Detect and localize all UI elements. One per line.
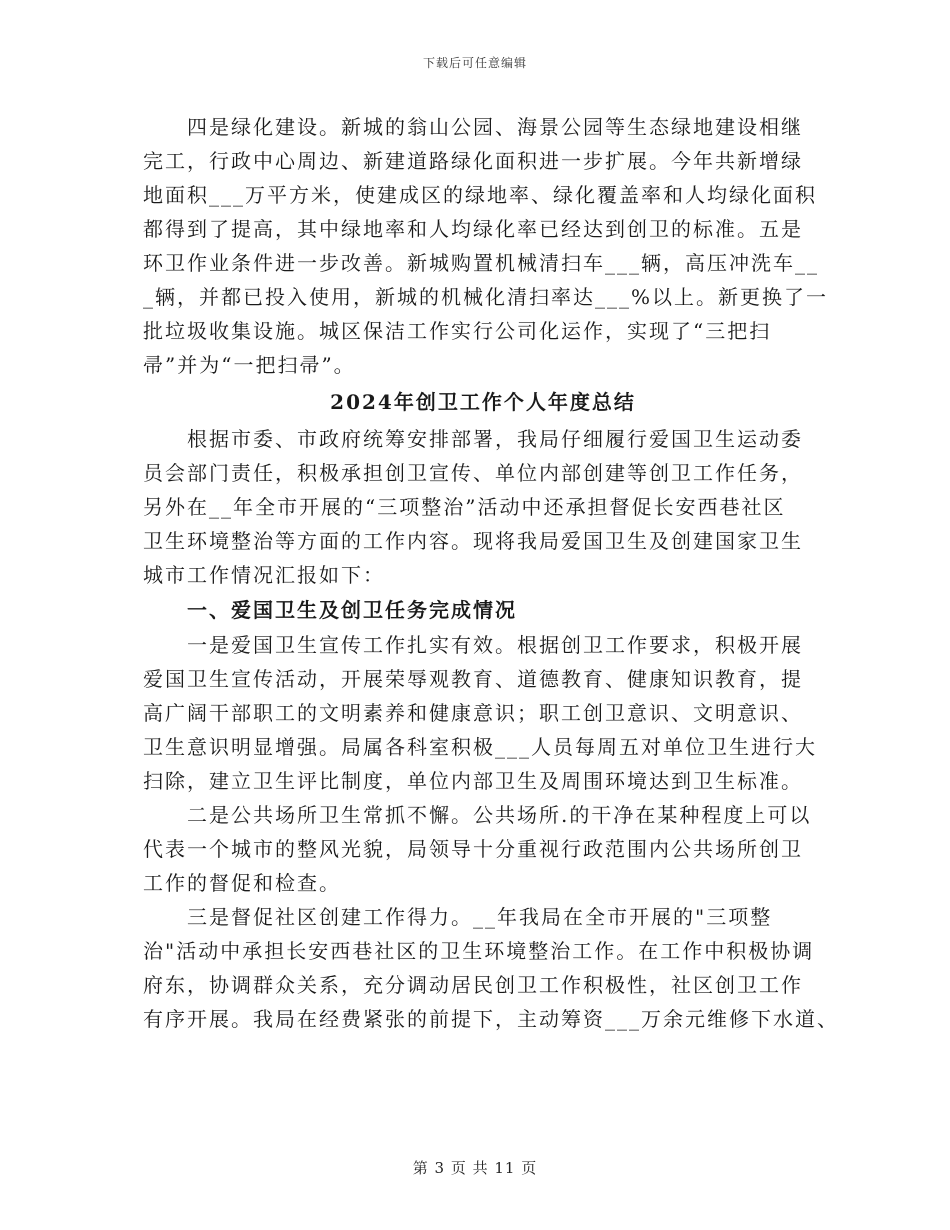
text-line: 另外在__年全市开展的“三项整治”活动中还承担督促长安西巷社区: [143, 495, 786, 519]
text-line: 卫生环境整治等方面的工作内容。现将我局爱国卫生及创建国家卫生: [143, 529, 803, 553]
text-line: 一是爱国卫生宣传工作扎实有效。根据创卫工作要求，积极开展: [187, 633, 803, 657]
paragraph-greening: [143, 110, 829, 382]
text-line: _辆，并都已投入使用，新城的机械化清扫率达___%以上。新更换了一: [143, 285, 829, 309]
page-number: 第 3 页 共 11 页: [412, 1159, 538, 1177]
text-line: 三是督促社区创建工作得力。__年我局在全市开展的"三项整: [187, 905, 773, 929]
text-line: 批垃圾收集设施。城区保洁工作实行公司化运作，实现了“三把扫: [143, 319, 772, 343]
text-line: 有序开展。我局在经费紧张的前提下，主动筹资___万余元维修下水道、: [143, 1007, 839, 1031]
document-title: 2024年创卫工作个人年度总结: [330, 390, 636, 414]
text-line: 城市工作情况汇报如下：: [143, 563, 385, 587]
text-line: 爱国卫生宣传活动，开展荣辱观教育、道德教育、健康知识教育，提: [143, 667, 803, 691]
text-line: 府东，协调群众关系，充分调动居民创卫工作积极性，社区创卫工作: [143, 973, 803, 997]
document-body: [143, 110, 839, 1036]
paragraph-community: [143, 900, 839, 1036]
text-line: 高广阔干部职工的文明素养和健康意识；职工创卫意识、文明意识、: [143, 701, 803, 725]
text-line: 帚”并为“一把扫帚”。: [143, 353, 356, 377]
page-header: 下载后可任意编辑: [422, 56, 527, 70]
text-line: 根据市委、市政府统筹安排部署，我局仔细履行爱国卫生运动委: [187, 427, 803, 451]
text-line: 代表一个城市的整风光貌，局领导十分重视行政范围内公共场所创卫: [143, 837, 803, 861]
text-line: 四是绿化建设。新城的翁山公园、海景公园等生态绿地建设相继: [187, 115, 803, 139]
paragraph-propaganda: [143, 628, 823, 798]
text-line: 卫生意识明显增强。局属各科室积极___人员每周五对单位卫生进行大: [143, 735, 817, 759]
text-line: 完工，行政中心周边、新建道路绿化面积进一步扩展。今年共新增绿: [143, 149, 803, 173]
text-line: 环卫作业条件进一步改善。新城购置机械清扫车___辆，高压冲洗车__: [143, 251, 819, 275]
paragraph-intro: [143, 422, 823, 592]
section-heading: 一、爱国卫生及创卫任务完成情况: [187, 598, 517, 622]
text-line: 员会部门责任，积极承担创卫宣传、单位内部创建等创卫工作任务，: [143, 461, 803, 485]
text-line: 扫除，建立卫生评比制度，单位内部卫生及周围环境达到卫生标准。: [143, 769, 803, 793]
text-line: 都得到了提高，其中绿地率和人均绿化率已经达到创卫的标准。五是: [143, 217, 803, 241]
text-line: 地面积___万平方米，使建成区的绿地率、绿化覆盖率和人均绿化面积: [143, 183, 817, 207]
text-line: 二是公共场所卫生常抓不懈。公共场所.的干净在某种程度上可以: [187, 803, 812, 827]
paragraph-public-places: [143, 798, 823, 900]
text-line: 治"活动中承担长安西巷社区的卫生环境整治工作。在工作中积极协调: [143, 939, 815, 963]
text-line: 工作的督促和检查。: [143, 871, 341, 895]
